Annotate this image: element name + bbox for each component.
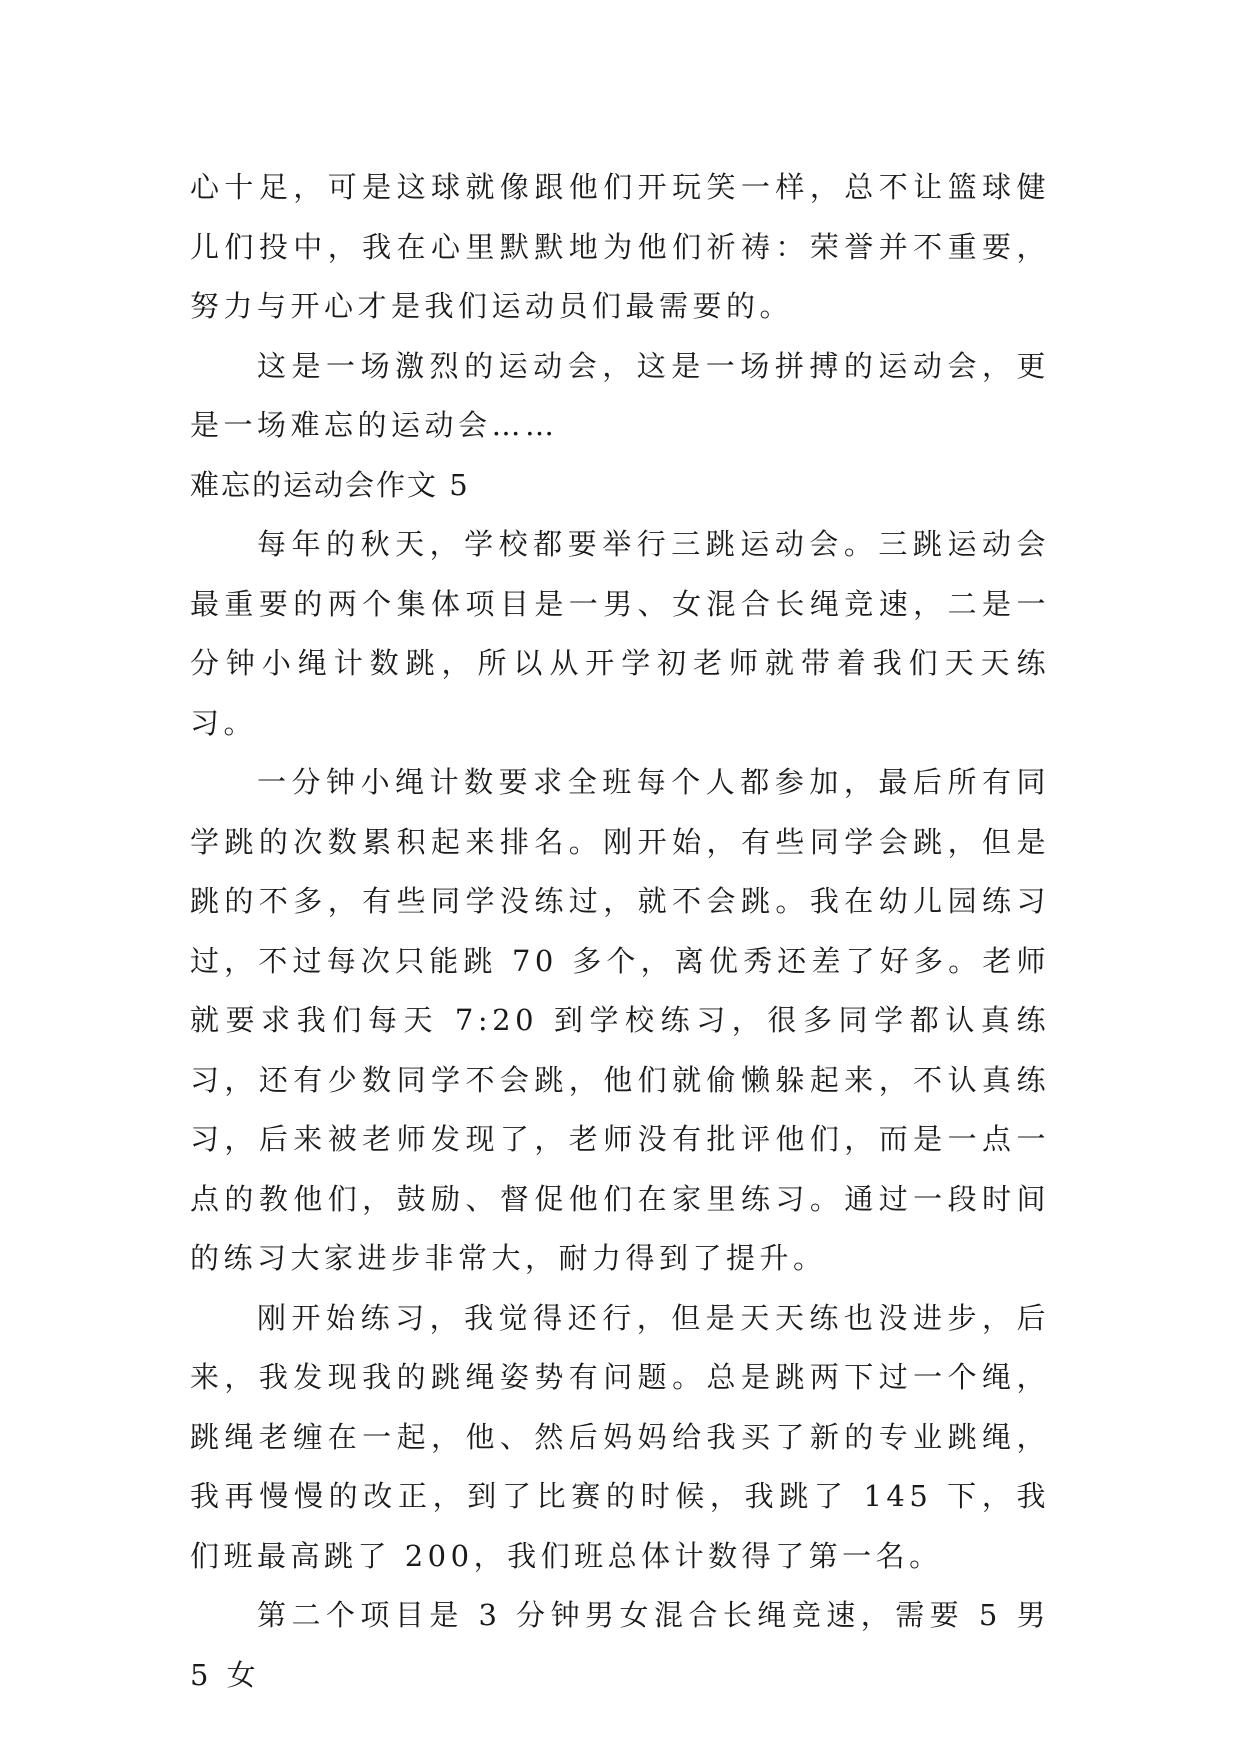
paragraph: 这是一场激烈的运动会，这是一场拼搏的运动会，更是一场难忘的运动会…… [190, 348, 1050, 442]
section-heading: 难忘的运动会作文 5 [190, 467, 470, 502]
paragraph: 一分钟小绳计数要求全班每个人都参加，最后所有同学跳的次数累积起来排名。刚开始，有些同学会跳，但是跳的不多，有些同学没练过，就不会跳。我在幼儿园练习过，不过每次只能跳 70 多个，离优秀还差了好多。老师就要求我们每天 7:20 到学校练习，很多同学都认真练习，还有少数同学不会跳，他们就偷懒躲起来，不认真练习，后来被老师发现了，老师没有批评他们，而是一点一点的教他们，鼓励、督促他们在家里练习。通过一段时间的练习大家进步非常大，耐力得到了提升。 [190, 765, 1050, 1275]
document-body [190, 158, 1050, 1705]
paragraph: 每年的秋天，学校都要举行三跳运动会。三跳运动会最重要的两个集体项目是一男、女混合长绳竞速，二是一分钟小绳计数跳，所以从开学初老师就带着我们天天练习。 [190, 527, 1050, 740]
paragraph: 刚开始练习，我觉得还行，但是天天练也没进步，后来，我发现我的跳绳姿势有问题。总是跳两下过一个绳，跳绳老缠在一起，他、然后妈妈给我买了新的专业跳绳，我再慢慢的改正，到了比赛的时候，我跳了 145 下，我们班最高跳了 200，我们班总体计数得了第一名。 [190, 1300, 1050, 1573]
paragraph-truncated: 第二个项目是 3 分钟男女混合长绳竞速，需要 5 男 5 女 [190, 1598, 1050, 1692]
paragraph-continuation: 心十足，可是这球就像跟他们开玩笑一样，总不让篮球健儿们投中，我在心里默默地为他们祈祷：荣誉并不重要，努力与开心才是我们运动员们最需要的。 [190, 170, 1050, 323]
